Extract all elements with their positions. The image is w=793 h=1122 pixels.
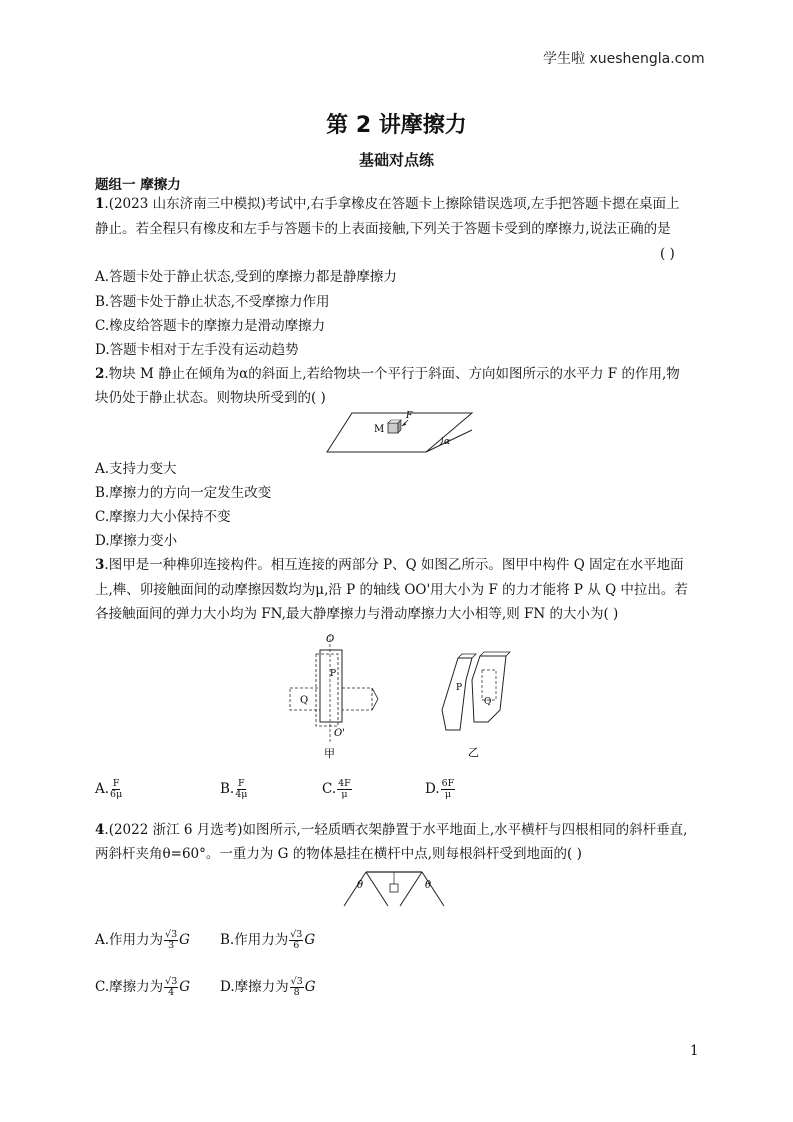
- q3-line2: 上,榫、卯接触面间的动摩擦因数均为μ,沿 P 的轴线 OO'用大小为 F 的力才能将 P 从 Q 中拉出。若: [95, 582, 688, 598]
- page-title: 第 2 讲摩擦力: [326, 113, 467, 138]
- q1-option-a: A.答题卡处于静止状态,受到的摩擦力都是静摩擦力: [95, 269, 397, 285]
- part-p: [320, 650, 342, 722]
- q4-option-b: B.作用力为 $\frac{√3}{6}$ G: [220, 929, 316, 951]
- group-heading: 题组一 摩擦力: [95, 177, 181, 193]
- q2-incline-figure: [322, 408, 482, 458]
- q3-option-b: B. $\frac{F}{4\mu}$: [220, 778, 248, 800]
- q1-line2: 静止。若全程只有橡皮和左手与答题卡的上表面接触,下列关于答题卡受到的摩擦力,说法正确的是: [95, 221, 671, 237]
- q1-option-d: D.答题卡相对于左手没有运动趋势: [95, 342, 299, 358]
- caption-yi: 乙: [468, 746, 479, 759]
- block-m-label: M: [374, 424, 385, 435]
- block-m: [388, 423, 398, 433]
- q2-option-d: D.摩擦力变小: [95, 533, 178, 549]
- incline-surface: [327, 413, 472, 452]
- section-subtitle: 基础对点练: [358, 151, 434, 169]
- q4-option-c: C.摩擦力为 $\frac{√3}{4}$ G: [95, 976, 191, 998]
- q2-line1: 2.物块 M 静止在倾角为α的斜面上,若给物块一个平行于斜面、方向如图所示的水平力 F 的作用,物: [95, 366, 680, 382]
- q3-option-c: C. $\frac{4F}{\mu}$: [322, 778, 351, 800]
- label-p-yi: P: [456, 683, 463, 693]
- right-leg-inner: [400, 872, 422, 906]
- site-header: 学生啦 xueshengla.com: [543, 51, 705, 67]
- q3-option-d: D. $\frac{6F}{\mu}$: [425, 778, 455, 800]
- q4-option-d: D.摩擦力为 $\frac{√3}{8}$ G: [220, 976, 316, 998]
- label-p: P: [330, 669, 337, 679]
- alpha-label: α: [444, 437, 451, 447]
- label-o: O: [326, 634, 335, 645]
- caption-jia: 甲: [324, 747, 335, 760]
- q4-line2: 两斜杆夹角θ=60°。一重力为 G 的物体悬挂在横杆中点,则每根斜杆受到地面的( ): [95, 846, 582, 862]
- q4-number: 4: [95, 822, 105, 838]
- hanging-weight: [390, 884, 398, 892]
- q1-line1: 1.(2023 山东济南三中模拟)考试中,右手拿橡皮在答题卡上擦除错误选项,左手把答题卡摁在桌面上: [95, 196, 680, 212]
- q3-figure-jia: [280, 632, 390, 762]
- q1-option-c: C.橡皮给答题卡的摩擦力是滑动摩擦力: [95, 318, 326, 334]
- force-f-label: F: [406, 411, 413, 421]
- q1-option-b: B.答题卡处于静止状态,不受摩擦力作用: [95, 294, 330, 310]
- q2-line2: 块仍处于静止状态。则物块所受到的( ): [95, 390, 326, 406]
- theta-right: θ: [425, 880, 432, 891]
- q4-option-a: A.作用力为 $\frac{√3}{3}$ G: [95, 929, 190, 951]
- q1-answer-bracket: ( ): [660, 246, 675, 262]
- label-q-yi: Q: [484, 697, 492, 707]
- part-q-right: [342, 688, 372, 710]
- q3-number: 3: [95, 557, 105, 573]
- q4-rack-figure: [338, 866, 450, 910]
- q2-option-a: A.支持力变大: [95, 461, 177, 477]
- part-q-3d: [472, 656, 506, 722]
- label-o-prime: O': [334, 728, 345, 739]
- q3-option-a: A. $\frac{F}{6\mu}$: [95, 778, 123, 800]
- theta-left: θ: [357, 880, 364, 891]
- page-number: 1: [690, 1043, 699, 1059]
- q2-option-c: C.摩擦力大小保持不变: [95, 509, 231, 525]
- q3-line1: 3.图甲是一种榫卯连接构件。相互连接的两部分 P、Q 如图乙所示。图甲中构件 Q 固定在水平地面: [95, 557, 684, 573]
- q2-number: 2: [95, 366, 105, 382]
- part-p-3d: [442, 658, 472, 730]
- label-q: Q: [300, 695, 309, 706]
- q2-option-b: B.摩擦力的方向一定发生改变: [95, 485, 272, 501]
- q4-line1: 4.(2022 浙江 6 月选考)如图所示,一轻质晒衣架静置于水平地面上,水平横杆与四根相同的斜杆垂直,: [95, 822, 688, 838]
- q1-number: 1: [95, 196, 105, 212]
- left-leg-inner: [366, 872, 388, 906]
- q3-figure-yi: [432, 650, 522, 762]
- q3-line3: 各接触面间的弹力大小均为 FN,最大静摩擦力与滑动摩擦力大小相等,则 FN 的大小为( ): [95, 606, 619, 622]
